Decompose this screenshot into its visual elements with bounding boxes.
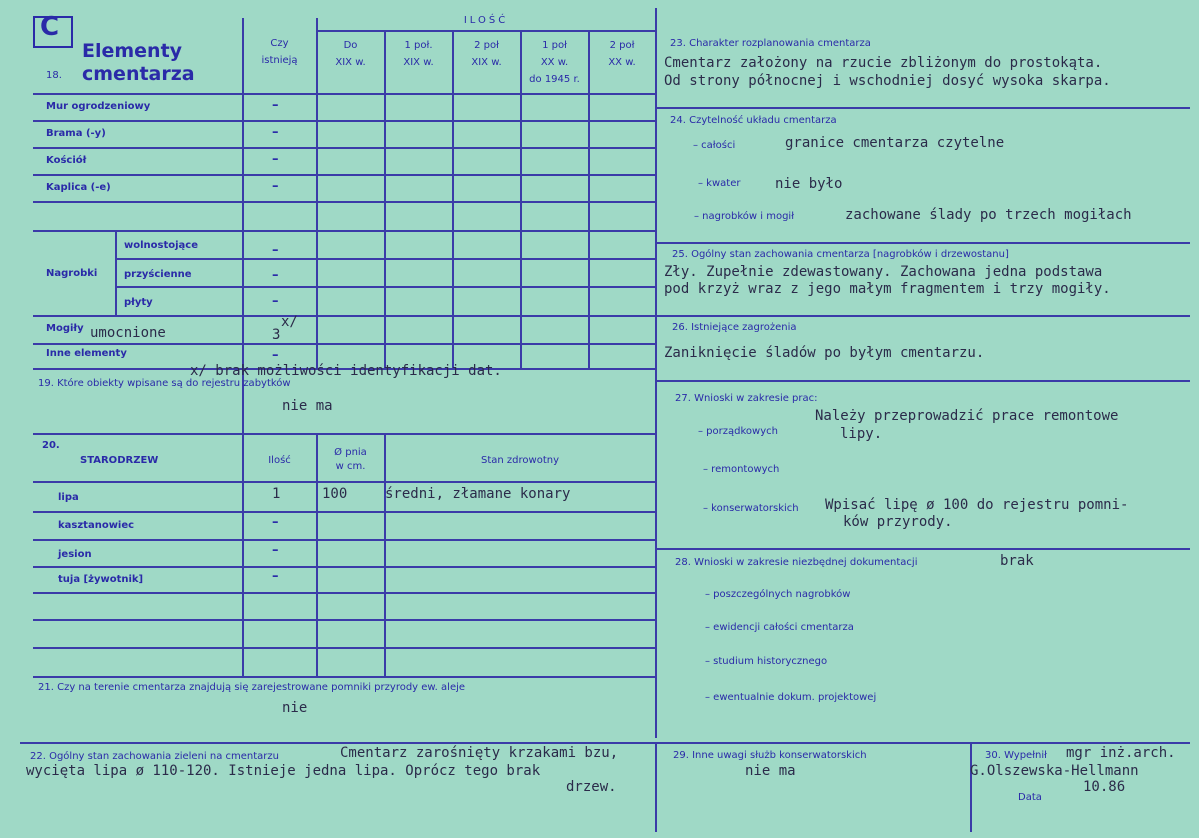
col-line — [588, 30, 590, 368]
row-line — [33, 201, 655, 203]
mogily-mark: x/ — [281, 314, 298, 330]
row-line — [33, 147, 655, 149]
s28-item: – ewentualnie dokum. projektowej — [705, 692, 877, 703]
s18-number: 18. — [46, 70, 62, 81]
nagrobki-plyty: płyty — [124, 297, 153, 308]
s27-label: 27. Wnioski w zakresie prac: — [675, 393, 818, 404]
col-line — [970, 742, 972, 832]
s27-rem-label: – remontowych — [703, 464, 780, 475]
main-divider-bottom — [655, 742, 657, 832]
col-quantity-header: ILOŚĆ — [463, 15, 509, 26]
s28-value: brak — [1000, 553, 1034, 569]
tree-qty: – — [272, 569, 279, 584]
s24-item-value: zachowane ślady po trzech mogiłach — [845, 207, 1132, 223]
s27-kons-label: – konserwatorskich — [703, 503, 799, 514]
row-line — [33, 592, 655, 594]
s20-col-health: Stan zdrowotny — [481, 455, 559, 466]
row-line — [33, 539, 655, 541]
row-label-kaplica: Kaplica (-e) — [46, 182, 111, 193]
s18-footnote: x/ brak możliwości identyfikacji dat. — [190, 363, 502, 379]
row-line — [33, 511, 655, 513]
col-exists-header: Czy istnieją — [261, 38, 298, 66]
row-line — [33, 93, 655, 95]
row-line — [33, 676, 655, 678]
period-header: 1 poł XX w. do 1945 r. — [529, 40, 580, 85]
s26-label: 26. Istniejące zagrożenia — [672, 322, 797, 333]
s20-col-diam: Ø pnia w cm. — [334, 447, 367, 472]
nagrobki-przyscienne: przyścienne — [124, 269, 192, 280]
row-label-mur: Mur ogrodzeniowy — [46, 101, 151, 112]
s28-item: – studium historycznego — [705, 656, 828, 667]
s24-item-value: granice cmentarza czytelne — [785, 135, 1005, 151]
main-divider — [655, 8, 657, 738]
s21-value: nie — [282, 700, 308, 716]
s24-item-label: – nagrobków i mogił — [694, 211, 795, 222]
s30-date: 10.86 — [1083, 779, 1126, 795]
s20-title: STARODRZEW — [80, 455, 159, 466]
mogily-exists: 3 — [272, 327, 281, 343]
nagrobki-wolnostojace-exists: – — [272, 243, 279, 258]
col-line — [384, 30, 386, 368]
row-line — [655, 380, 1190, 382]
col-line — [242, 18, 244, 676]
s25-line2: pod krzyż wraz z jego małym fragmentem i trzy mogiły. — [664, 281, 1111, 297]
tree-label: tuja [żywotnik] — [58, 574, 144, 585]
row-line — [33, 619, 655, 621]
s29-label: 29. Inne uwagi służb konserwatorskich — [673, 750, 867, 761]
row-exists-mur: – — [272, 98, 279, 113]
section-letter: C — [40, 12, 60, 42]
s19-value: nie ma — [282, 398, 333, 414]
row-exists-kosciol: – — [272, 152, 279, 167]
row-label-brama: Brama (-y) — [46, 128, 106, 139]
row-line — [33, 566, 655, 568]
s21-label: 21. Czy na terenie cmentarza znajdują się zarejestrowane pomniki przyrody ew. aleje — [38, 682, 466, 693]
row-line — [20, 742, 1190, 744]
s18-title-2: cmentarza — [82, 63, 195, 85]
tree-qty: 1 — [272, 486, 281, 502]
s22-label: 22. Ogólny stan zachowania zieleni na cmentarzu — [30, 751, 279, 762]
mogily-value: umocnione — [90, 325, 166, 341]
tree-health: średni, złamane konary — [385, 486, 571, 502]
row-line — [655, 107, 1190, 109]
s22-line3: drzew. — [566, 779, 617, 795]
s28-item: – poszczególnych nagrobków — [705, 589, 851, 600]
tree-label: kasztanowiec — [58, 520, 135, 531]
row-line — [316, 30, 656, 32]
s28-label: 28. Wnioski w zakresie niezbędnej dokumentacji — [675, 557, 918, 568]
row-line — [655, 548, 1190, 550]
col-line — [115, 230, 117, 315]
s22-line1: Cmentarz zarośnięty krzakami bzu, — [340, 745, 619, 761]
row-line — [115, 286, 655, 288]
s27-porz-line1: Należy przeprowadzić prace remontowe — [815, 408, 1119, 424]
s23-line2: Od strony północnej i wschodniej dosyć wysoka skarpa. — [664, 73, 1111, 89]
row-line — [33, 120, 655, 122]
s24-item-label: – kwater — [698, 178, 741, 189]
s25-line1: Zły. Zupełnie zdewastowany. Zachowana jedna podstawa — [664, 264, 1103, 280]
s27-porz-line2: lipy. — [840, 426, 883, 442]
s20-col-qty: Ilość — [268, 455, 291, 466]
s29-value: nie ma — [745, 763, 796, 779]
s30-date-label: Data — [1018, 792, 1042, 803]
row-line — [33, 343, 655, 345]
inne-elementy-exists: – — [272, 348, 279, 363]
s27-kons-line1: Wpisać lipę ø 100 do rejestru pomni- — [825, 497, 1129, 513]
col-line — [452, 30, 454, 368]
s24-label: 24. Czytelność układu cmentarza — [670, 115, 837, 126]
s26-value: Zaniknięcie śladów po byłym cmentarzu. — [664, 345, 985, 361]
s28-item: – ewidencji całości cmentarza — [705, 622, 854, 633]
s30-name-1: mgr inż.arch. — [1066, 745, 1176, 761]
period-header: 2 poł XIX w. — [471, 40, 502, 68]
mogily-label: Mogiły — [46, 323, 84, 334]
s19-label: 19. Które obiekty wpisane są do rejestru zabytków — [38, 378, 291, 389]
s30-label: 30. Wypełnił — [985, 750, 1048, 761]
s22-line2: wycięta lipa ø 110-120. Istnieje jedna lipa. Oprócz tego brak — [26, 763, 541, 779]
nagrobki-plyty-exists: – — [272, 294, 279, 309]
row-line — [655, 315, 1190, 317]
s20-number: 20. — [42, 440, 60, 451]
nagrobki-wolnostojace: wolnostojące — [124, 240, 199, 251]
period-header: Do XIX w. — [335, 40, 366, 68]
tree-label: jesion — [58, 549, 92, 560]
s24-item-label: – całości — [693, 140, 736, 151]
row-line — [115, 258, 655, 260]
row-line — [33, 481, 655, 483]
row-line — [33, 174, 655, 176]
row-exists-kaplica: – — [272, 179, 279, 194]
s24-item-value: nie było — [775, 176, 843, 192]
s23-line1: Cmentarz założony na rzucie zbliżonym do prostokąta. — [664, 55, 1103, 71]
nagrobki-label: Nagrobki — [46, 268, 98, 279]
inne-elementy-label: Inne elementy — [46, 348, 127, 359]
row-line — [33, 230, 655, 232]
row-line — [655, 242, 1190, 244]
s27-porz-label: – porządkowych — [698, 426, 778, 437]
tree-qty: – — [272, 543, 279, 558]
s30-name-2: G.Olszewska-Hellmann — [970, 763, 1139, 779]
tree-diam: 100 — [322, 486, 348, 502]
tree-label: lipa — [58, 492, 79, 503]
s27-kons-line2: ków przyrody. — [843, 514, 953, 530]
s23-label: 23. Charakter rozplanowania cmentarza — [670, 38, 871, 49]
tree-qty: – — [272, 515, 279, 530]
period-header: 1 poł. XIX w. — [403, 40, 434, 68]
row-exists-brama: – — [272, 125, 279, 140]
s18-title-1: Elementy — [82, 40, 183, 62]
row-label-kosciol: Kościół — [46, 155, 87, 166]
s25-label: 25. Ogólny stan zachowania cmentarza [nagrobków i drzewostanu] — [672, 249, 1009, 260]
period-header: 2 poł XX w. — [608, 40, 636, 68]
col-line — [384, 433, 386, 676]
row-line — [33, 315, 655, 317]
row-line — [33, 647, 655, 649]
row-line — [33, 433, 655, 435]
nagrobki-przyscienne-exists: – — [272, 268, 279, 283]
